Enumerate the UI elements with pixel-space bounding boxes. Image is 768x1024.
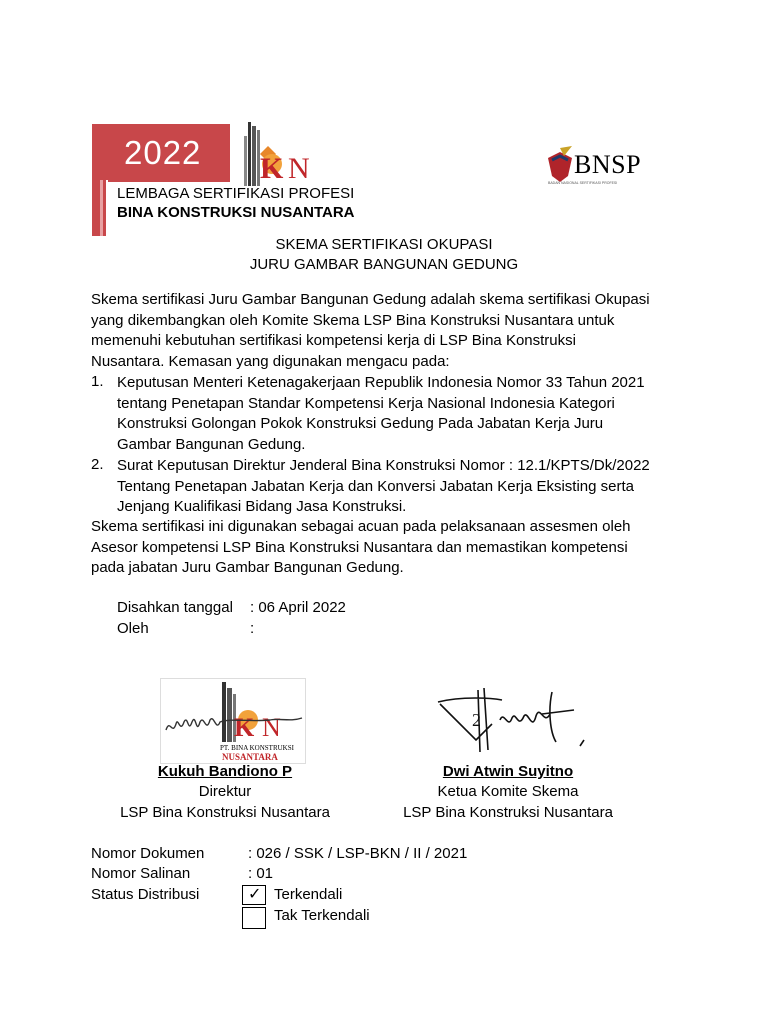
date-label: Disahkan tanggal bbox=[117, 599, 233, 616]
scheme-subtitle: JURU GAMBAR BANGUNAN GEDUNG bbox=[249, 256, 519, 273]
bnsp-emblem-icon bbox=[546, 146, 576, 184]
status-option-uncontrolled: Tak Terkendali bbox=[274, 907, 370, 924]
director-org: LSP Bina Konstruksi Nusantara bbox=[120, 804, 330, 821]
list-item bbox=[117, 373, 656, 456]
chair-role: Ketua Komite Skema bbox=[437, 783, 579, 800]
lsp-bkn-logo-icon bbox=[238, 120, 320, 186]
text-line: Surat Keputusan Direktur Jenderal Bina Konstruksi Nomor : 12.1/KPTS/Dk/2022 bbox=[117, 457, 650, 474]
list-item bbox=[117, 456, 656, 518]
svg-text:2: 2 bbox=[472, 710, 481, 730]
text-line: Skema sertifikasi ini digunakan sebagai acuan pada pelaksanaan assesmen oleh bbox=[91, 518, 631, 535]
list-number: 1. bbox=[91, 373, 104, 390]
director-role: Direktur bbox=[198, 783, 252, 800]
stamp-text: PT. BINA KONSTRUKSI bbox=[220, 744, 294, 752]
status-label: Status Distribusi bbox=[91, 886, 200, 903]
banner-underline bbox=[108, 180, 230, 182]
year-label: 2022 bbox=[124, 134, 202, 171]
intro-paragraph bbox=[91, 290, 656, 373]
text-line: Skema sertifikasi Juru Gambar Bangunan Gedung adalah skema sertifikasi Okupasi bbox=[91, 291, 650, 308]
list-number: 2. bbox=[91, 456, 104, 473]
bnsp-logo-text: BNSP bbox=[574, 150, 642, 179]
svg-text:K: K bbox=[260, 152, 284, 185]
svg-text:K: K bbox=[234, 713, 255, 742]
checkmark-icon: ✓ bbox=[248, 886, 262, 903]
text-line: Konstruksi Golongan Pokok Konstruksi Gedung Pada Jabatan Kerja Juru bbox=[117, 415, 604, 433]
date-value: : 06 April 2022 bbox=[250, 599, 346, 616]
org-line-2: BINA KONSTRUKSI NUSANTARA bbox=[117, 204, 355, 221]
copy-number-value: : 01 bbox=[248, 865, 274, 882]
director-name: Kukuh Bandiono P bbox=[157, 763, 293, 780]
text-line: Nusantara. Kemasan yang digunakan mengacu pada: bbox=[91, 353, 450, 371]
org-line-1: LEMBAGA SERTIFIKASI PROFESI bbox=[117, 185, 355, 202]
svg-text:N: N bbox=[262, 713, 281, 742]
chair-name: Dwi Atwin Suyitno bbox=[442, 763, 574, 780]
text-line: Asesor kompetensi LSP Bina Konstruksi Nusantara dan memastikan kompetensi bbox=[91, 538, 628, 556]
text-line: Gambar Bangunan Gedung. bbox=[117, 436, 306, 454]
text-line: Tentang Penetapan Jabatan Kerja dan Konversi Jabatan Kerja Eksisting serta bbox=[117, 477, 635, 495]
text-line: Keputusan Menteri Ketenagakerjaan Republik Indonesia Nomor 33 Tahun 2021 bbox=[117, 374, 645, 391]
text-line: memenuhi kebutuhan sertifikasi kompetensi kerja di LSP Bina Konstruksi bbox=[91, 332, 576, 350]
bnsp-subtitle: BADAN NASIONAL SERTIFIKASI PROFESI bbox=[548, 181, 618, 185]
by-value: : bbox=[250, 620, 255, 637]
status-option-controlled: Terkendali bbox=[274, 886, 343, 903]
doc-number-label: Nomor Dokumen bbox=[91, 845, 205, 862]
closing-paragraph bbox=[91, 517, 656, 579]
director-signature-stamp-icon bbox=[160, 678, 306, 764]
status-checkbox-controlled[interactable] bbox=[242, 885, 266, 905]
text-line: Jenjang Kualifikasi Bidang Jasa Konstruksi. bbox=[117, 498, 407, 516]
status-checkbox-uncontrolled[interactable] bbox=[242, 907, 266, 929]
svg-text:N: N bbox=[288, 152, 310, 185]
text-line: tentang Penetapan Standar Kompetensi Kerja Nasional Indonesia Kategori bbox=[117, 394, 615, 412]
scheme-title: SKEMA SERTIFIKASI OKUPASI bbox=[275, 236, 493, 253]
text-line: pada jabatan Juru Gambar Bangunan Gedung. bbox=[91, 559, 404, 577]
stamp-text-2: NUSANTARA bbox=[222, 752, 278, 762]
doc-number-value: : 026 / SSK / LSP-BKN / II / 2021 bbox=[248, 845, 468, 862]
by-label: Oleh bbox=[117, 620, 149, 637]
chair-org: LSP Bina Konstruksi Nusantara bbox=[403, 804, 613, 821]
text-line: yang dikembangkan oleh Komite Skema LSP Bina Konstruksi Nusantara untuk bbox=[91, 311, 615, 329]
chair-signature-icon bbox=[432, 680, 596, 760]
copy-number-label: Nomor Salinan bbox=[91, 865, 191, 882]
